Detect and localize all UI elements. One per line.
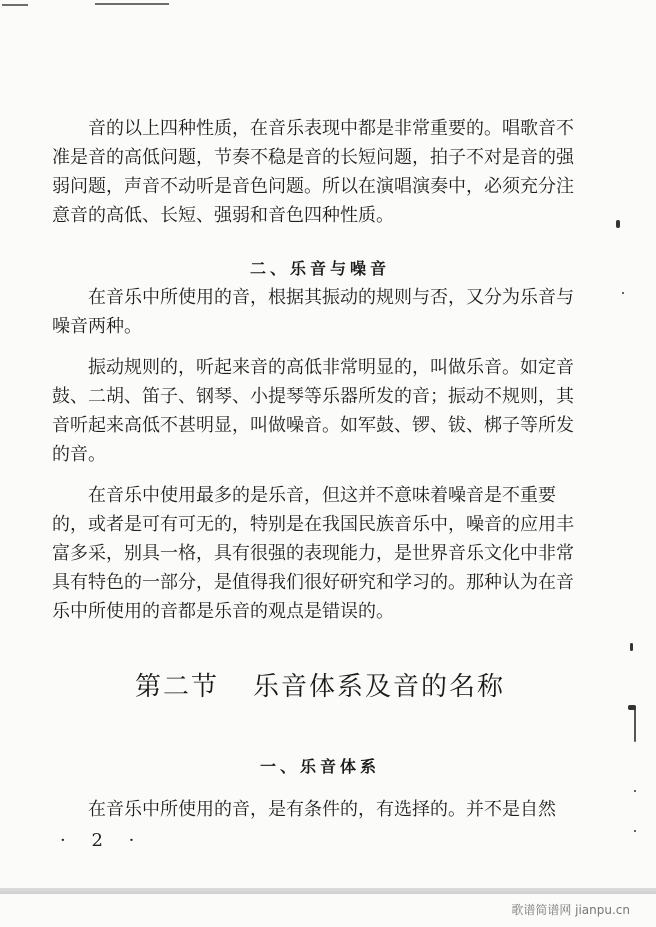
section-title: 乐音体系及音的名称 [253,672,506,702]
top-rule-left [2,4,28,6]
paragraph-tone-noise-intro: 在音乐中所使用的音，根据其振动的规则与否，又分为乐音与噪音两种。 [52,287,574,337]
paragraph-noise-importance: 在音乐中使用最多的是乐音，但这并不意味着噪音是不重要的，或者是可有可无的，特别是在我国民族音乐中，噪音的应用丰富多采，别具一格，具有很强的表现能力，是世界音乐文化中非常具有特色的一部分，是值得我们很好研究和学习的。那种认为在音乐中所使用的音都是乐音的观点是错误的。 [52,485,574,622]
bottom-scan-edge [0,888,656,894]
scan-speck [616,220,620,228]
scan-speck [634,790,636,792]
scan-speck [628,705,636,710]
section-number: 第二节 [134,672,219,702]
scan-speck [630,643,633,651]
subheading-tone-system: 一、乐音体系 [259,757,380,776]
scan-speck [634,830,636,832]
scan-speck [622,292,624,294]
scan-speck [634,708,636,742]
paragraph-tone-noise-definition: 振动规则的，听起来音的高低非常明显的，叫做乐音。如定音鼓、二胡、笛子、钢琴、小提琴等乐器所发的音；振动不规则，其音听起来高低不甚明显，叫做噪音。如军鼓、锣、钹、梆子等所发的音。 [52,357,574,465]
paragraph-sound-properties: 音的以上四种性质，在音乐表现中都是非常重要的。唱歌音不准是音的高低问题，节奏不稳是音的长短问题，拍子不对是音的强弱问题，声音不动听是音色问题。所以在演唱演奏中，必须充分注意音的高低、长短、强弱和音色四种性质。 [52,118,574,226]
paragraph-tone-system-intro: 在音乐中所使用的音，是有条件的，有选择的。并不是自然 [88,799,556,820]
top-rule-middle [95,3,169,5]
subheading-musical-tone-and-noise: 二、乐音与噪音 [249,259,390,278]
section-heading [52,666,588,703]
page-number: · 2 · [60,830,145,851]
site-watermark: 歌谱简谱网 jianpu.cn [511,903,630,917]
